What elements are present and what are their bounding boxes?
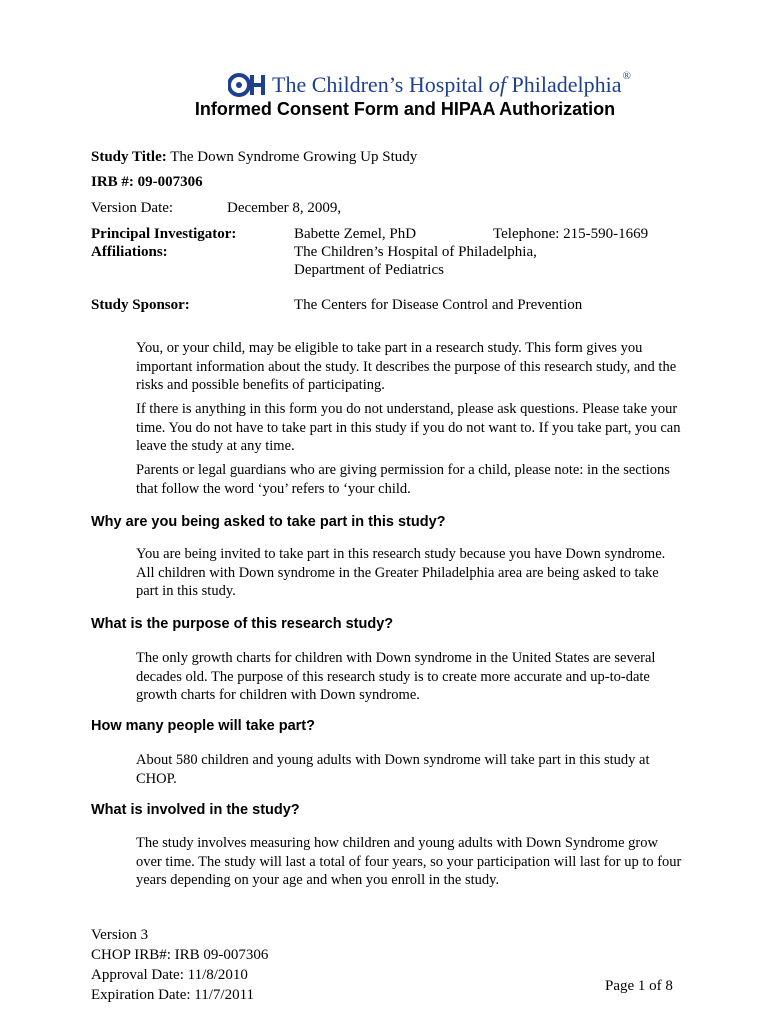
intro-paragraph: You, or your child, may be eligible to take part in a research study. This form gives you important information about the study. It describes the purpose of this research study, and the risks and possible benefits of participating. bbox=[136, 340, 677, 393]
section-body: The study involves measuring how children and young adults with Down Syndrome grow over time. The study will last a total of four years, so your participation will last for up to four years depending on your age and when you enroll in the study. bbox=[136, 835, 682, 888]
version-date-label: Version Date: bbox=[91, 200, 174, 216]
intro-paragraph: Parents or legal guardians who are giving permission for a child, please note: in the sections that follow the word ‘you’ refers to ‘your child. bbox=[136, 462, 670, 497]
section-heading: Why are you being asked to take part in this study? bbox=[91, 514, 446, 530]
page-number: Page 1 of 8 bbox=[605, 978, 673, 994]
section-heading: What is the purpose of this research study? bbox=[91, 616, 394, 632]
footer-irb: CHOP IRB#: IRB 09-007306 bbox=[91, 947, 269, 963]
hospital-logo bbox=[228, 70, 631, 100]
logo-text: The Children’s Hospital of Philadelphia® bbox=[272, 70, 631, 97]
section-heading: What is involved in the study? bbox=[91, 802, 300, 818]
section-body: The only growth charts for children with Down syndrome in the United States are several decades old. The purpose of this research study is to create more accurate and up-to-date growth charts for children with Down syndrome. bbox=[136, 650, 656, 703]
affiliation-line-1: The Children’s Hospital of Philadelphia, bbox=[294, 244, 537, 260]
footer-approval-date: Approval Date: 11/8/2010 bbox=[91, 967, 248, 983]
study-title-line: Study Title: The Down Syndrome Growing Up Study bbox=[91, 149, 418, 165]
section-heading: How many people will take part? bbox=[91, 718, 315, 734]
footer-expiration-date: Expiration Date: 11/7/2011 bbox=[91, 987, 255, 1003]
document-title: Informed Consent Form and HIPAA Authorization bbox=[194, 99, 616, 119]
pi-name: Babette Zemel, PhD bbox=[294, 226, 417, 242]
footer-block bbox=[91, 925, 268, 1005]
section-body: You are being invited to take part in this research study because you have Down syndrome. All children with Down syndrome in the Greater Philadelphia area are being asked to take part in this study. bbox=[136, 546, 666, 599]
intro-paragraph: If there is anything in this form you do not understand, please ask questions. Please take your time. You do not have to take part in this study if you do not want to. If you take part, you can leave the study at any time. bbox=[136, 401, 681, 454]
affiliation-line-2: Department of Pediatrics bbox=[294, 262, 444, 278]
pi-telephone: Telephone: 215-590-1669 bbox=[493, 226, 649, 242]
sponsor-value: The Centers for Disease Control and Prevention bbox=[294, 297, 583, 313]
sponsor-label: Study Sponsor: bbox=[91, 297, 190, 313]
chop-logo-icon bbox=[228, 72, 268, 98]
version-date-value: December 8, 2009, bbox=[227, 200, 342, 216]
footer-version: Version 3 bbox=[91, 927, 149, 943]
affiliations-label: Affiliations: bbox=[91, 244, 168, 260]
section-body: About 580 children and young adults with Down syndrome will take part in this study at CHOP. bbox=[136, 752, 650, 787]
irb-number: IRB #: 09-007306 bbox=[91, 174, 203, 190]
pi-label: Principal Investigator: bbox=[91, 226, 237, 242]
